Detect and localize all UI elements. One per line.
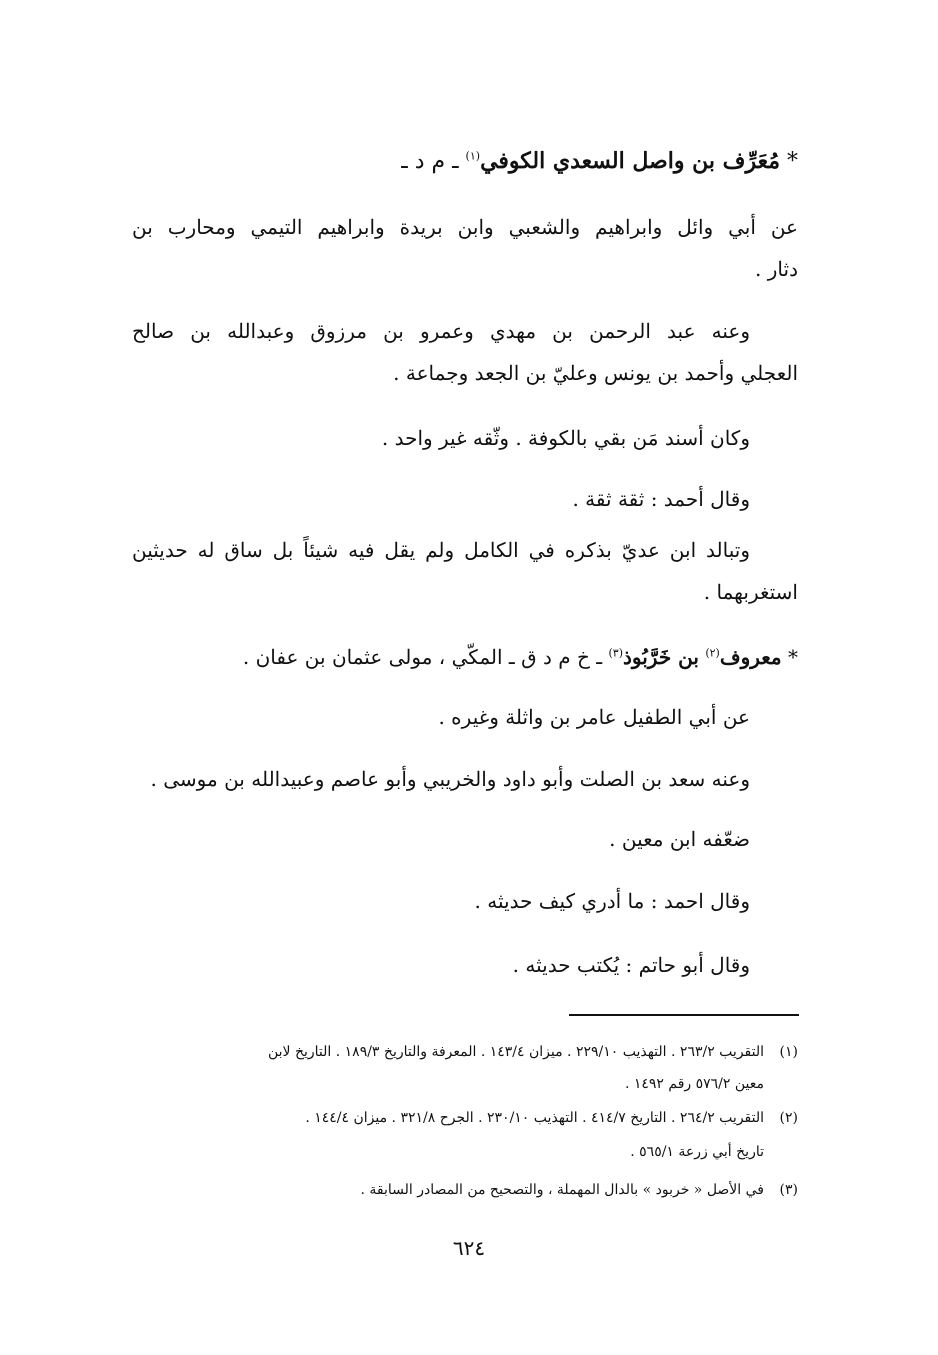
body-line: عن أبي الطفيل عامر بن واثلة وغيره . [438,705,750,729]
body-line: دثار . [755,257,798,281]
footnote-1-cont: معين ٥٧٦/٢ رقم ١٤٩٢ . [624,1076,764,1092]
entry-name: مُعَرِّف بن واصل السعدي الكوفي [480,148,780,174]
footnote-number: (٣) [779,1182,798,1198]
entry-name: معروف [719,645,782,669]
body-line: وعنه سعد بن الصلت وأبو داود والخريبي وأبو عاصم وعبيدالله بن موسى . [150,767,750,791]
footnote-ref: (٣) [608,646,623,660]
footnote-2-cont: تاريخ أبي زرعة ٥٦٥/١ . [630,1144,764,1160]
body-line: العجلي وأحمد بن يونس وعليّ بن الجعد وجماعة . [393,361,798,385]
entry-suffix: ـ م د ـ [401,149,459,174]
entry-star: * [787,149,798,174]
footnote-ref: (٢) [705,646,720,660]
footnote-ref: (١) [465,149,481,163]
body-line: وعنه عبد الرحمن بن مهدي وعمرو بن مرزوق وعبدالله بن صالح [132,319,750,343]
entry-suffix: ـ خ م د ق ـ المكّي ، مولى عثمان بن عفان . [242,645,603,669]
body-line: وتبالد ابن عديّ بذكره في الكامل ولم يقل فيه شيئاً بل ساق له حديثين [132,538,750,562]
footnote-text: التقريب ٢٦٣/٢ . التهذيب ٢٢٩/١٠ . ميزان ١٤٣/٤ . المعرفة والتاريخ ١٨٩/٣ . التاريخ لابن [267,1044,764,1060]
footnote-text: في الأصل « خربود » بالدال المهملة ، والتصحيح من المصادر السابقة . [360,1182,764,1198]
page-number: ٦٢٤ [452,1236,486,1260]
body-line: ضعّفه ابن معين . [609,827,750,851]
body-line: وكان أسند مَن بقي بالكوفة . وثّقه غير واحد . [381,426,750,450]
footnote-number: (١) [779,1044,798,1060]
body-line: وقال احمد : ما أدري كيف حديثه . [474,889,750,913]
footnote-2 [132,1106,798,1130]
footnote-number: (٢) [779,1110,798,1126]
entry-name-continued: بن خَرَّبُوذ [623,645,699,669]
body-line: وقال أحمد : ثقة ثقة . [572,487,750,511]
body-line: عن أبي وائل وابراهيم والشعبي وابن بريدة وابراهيم التيمي ومحارب بن [132,215,798,239]
footnote-3 [132,1178,798,1202]
body-line: وقال أبو حاتم : يُكتب حديثه . [512,953,750,977]
entry-heading-1 [132,146,798,177]
entry-heading-2 [132,642,798,672]
entry-star: * [788,645,798,669]
footnote-divider [569,1014,799,1016]
footnote-1 [132,1040,798,1064]
footnote-text: التقريب ٢٦٤/٢ . التاريخ ٤١٤/٧ . التهذيب ٢٣٠/١٠ . الجرح ٣٢١/٨ . ميزان ١٤٤/٤ . [305,1110,764,1126]
body-line: استغربهما . [703,580,798,604]
